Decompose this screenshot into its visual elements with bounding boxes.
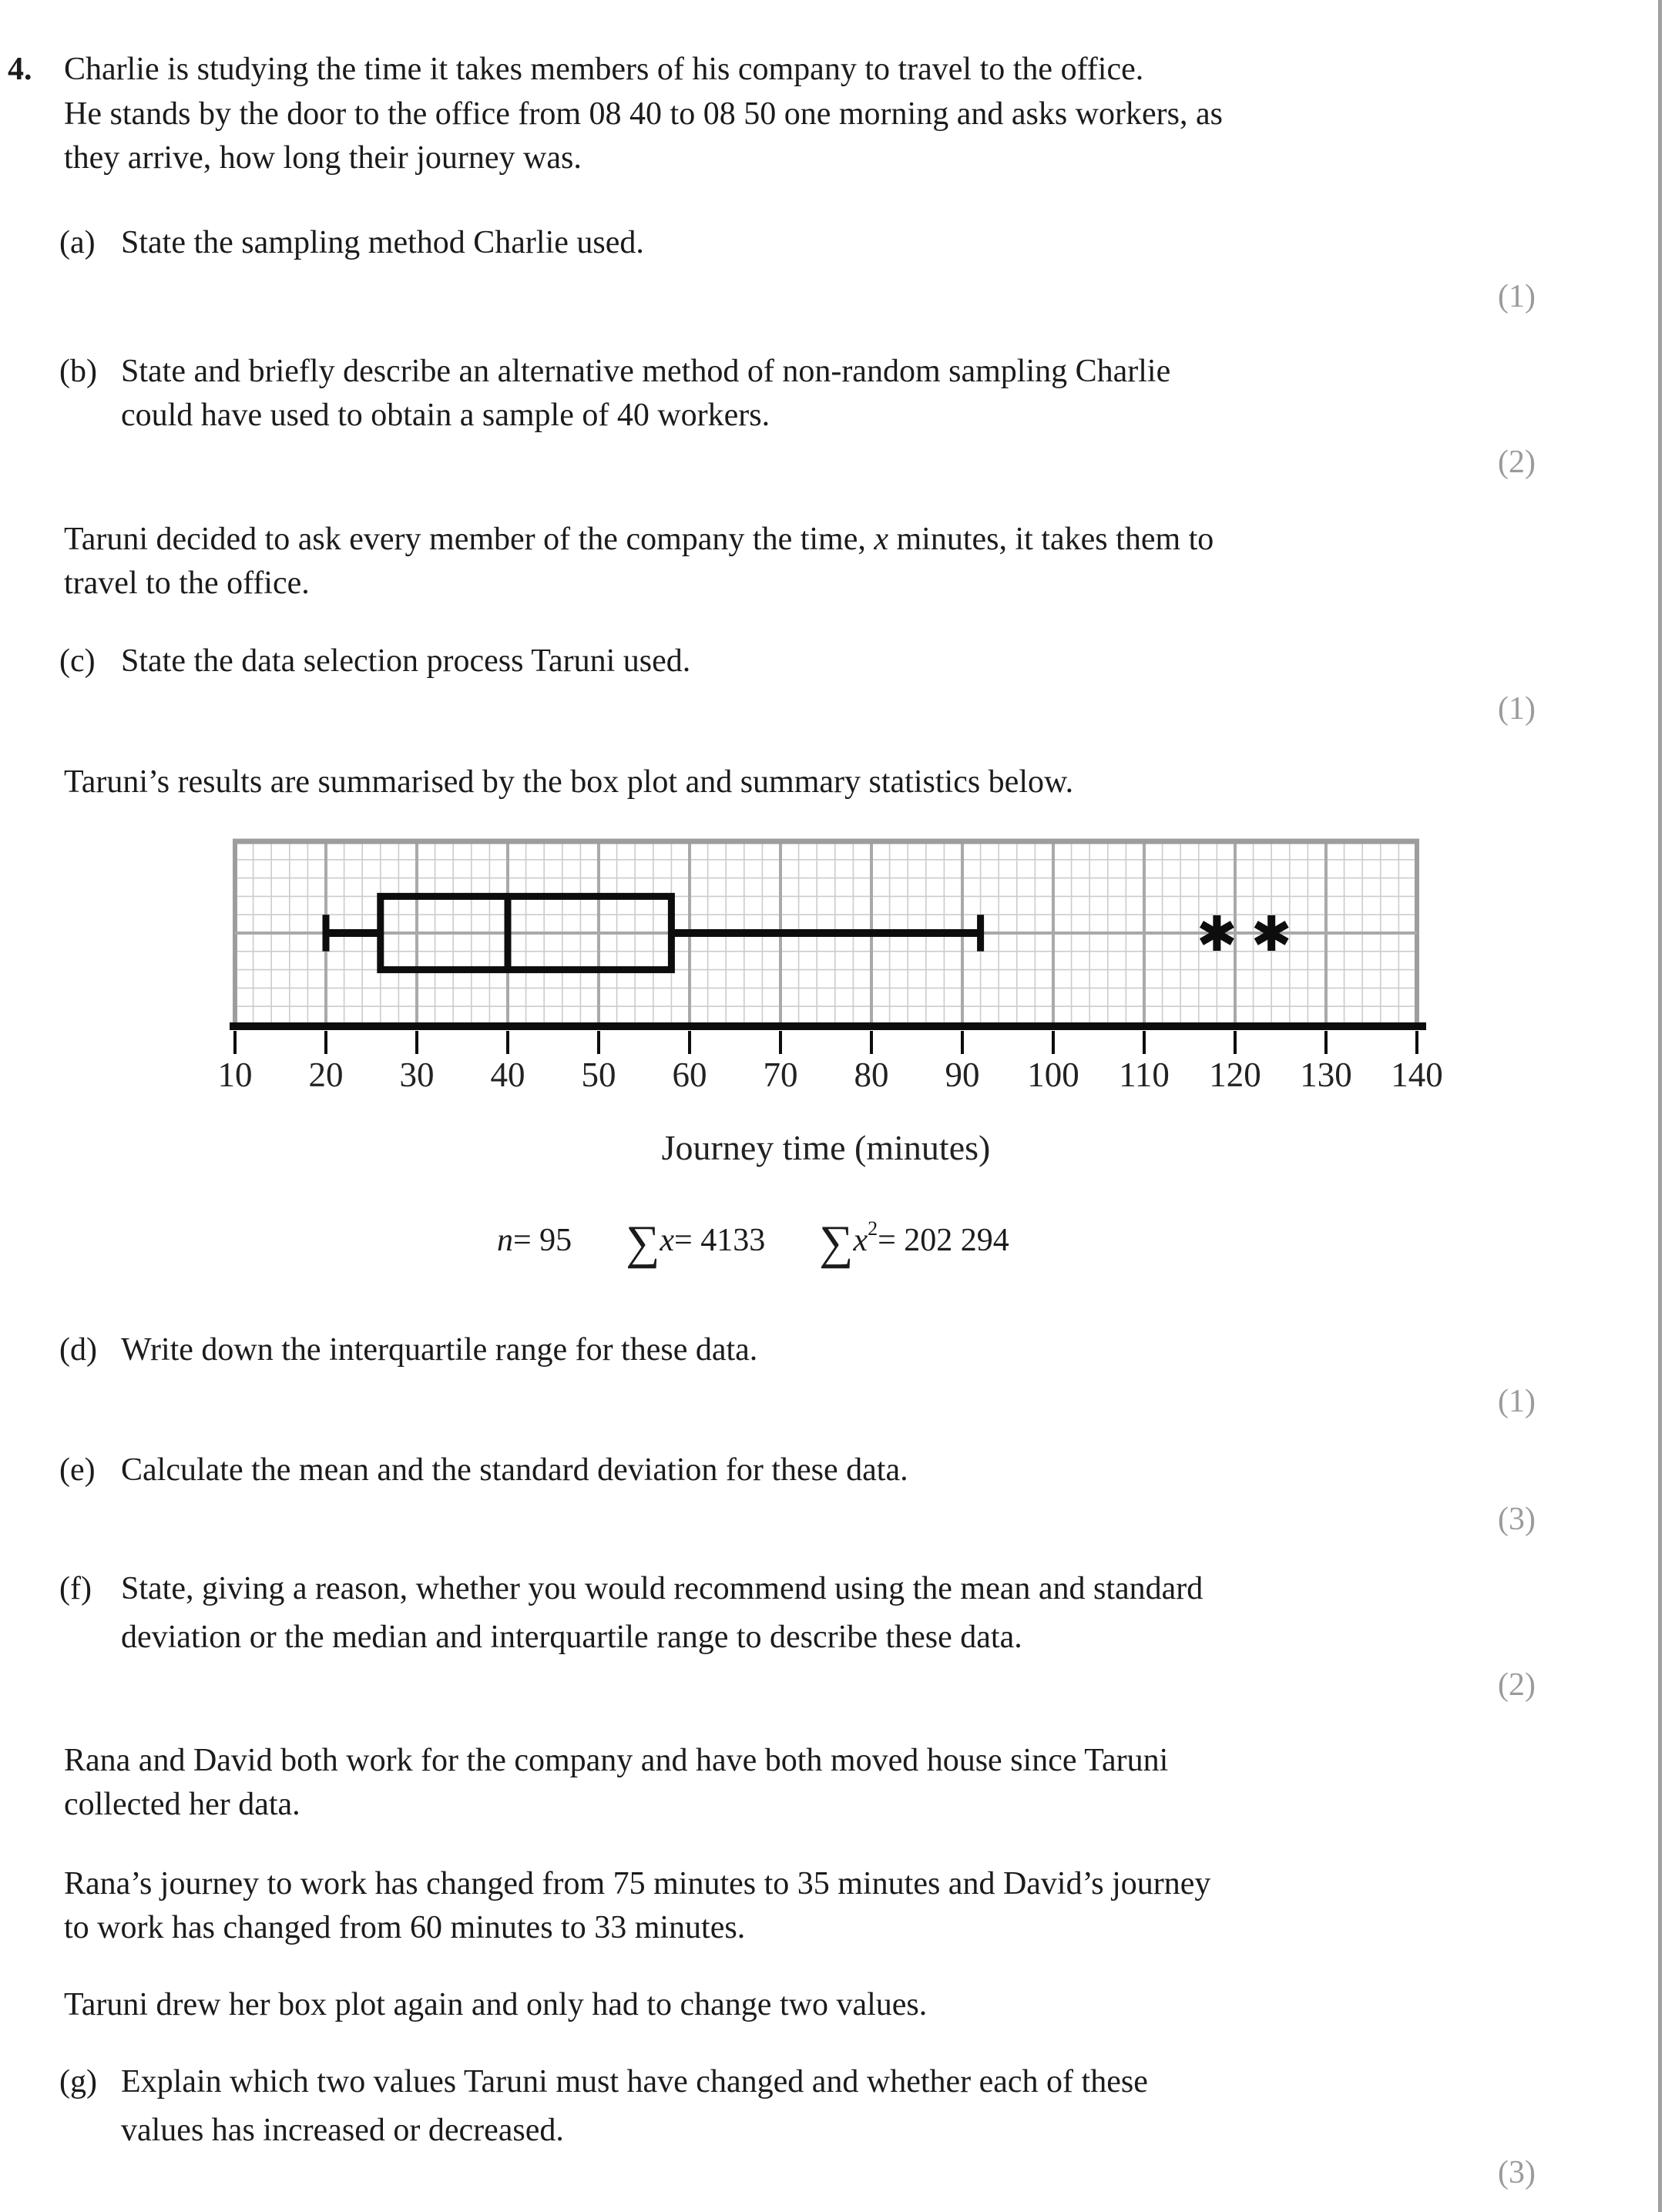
x-axis-tick-label: 20	[308, 1056, 344, 1094]
x-variable: x	[874, 522, 889, 557]
part-a-marks: (1)	[1498, 279, 1536, 314]
part-c-label: (c)	[59, 643, 96, 679]
x-axis-tick-label: 100	[1027, 1056, 1079, 1094]
part-d-label: (d)	[59, 1332, 97, 1368]
x-axis-tick-label: 50	[581, 1056, 616, 1094]
intro-line-1: Charlie is studying the time it takes members of his company to travel to the office.	[64, 52, 1144, 87]
x-axis-tick-label: 80	[854, 1056, 889, 1094]
question-number: 4.	[8, 52, 32, 87]
x-axis-tick-label: 10	[217, 1056, 253, 1094]
journey-change-line-2: to work has changed from 60 minutes to 33 minutes.	[64, 1910, 746, 1945]
boxplot-svg	[193, 836, 1464, 1198]
n-symbol: n	[497, 1223, 513, 1258]
part-f-text-1: State, giving a reason, whether you would recommend using the mean and standard	[121, 1571, 1203, 1606]
taruni-paragraph-line-1	[64, 520, 1214, 559]
part-g-text-1: Explain which two values Taruni must have changed and whether each of these	[121, 2064, 1148, 2100]
intro-line-2: He stands by the door to the office from 08 40 to 08 50 one morning and asks workers, as	[64, 96, 1223, 132]
part-c-marks: (1)	[1498, 691, 1536, 727]
part-f-text-2: deviation or the median and interquartile range to describe these data.	[121, 1620, 1022, 1655]
stat-sum-x: ∑ x = 4133	[626, 1217, 766, 1269]
sum-x-squared-value: = 202 294	[878, 1223, 1009, 1258]
page-edge-line	[1658, 0, 1662, 2212]
x-symbol: x	[660, 1223, 675, 1258]
part-f-label: (f)	[59, 1571, 92, 1606]
intro-line-3: they arrive, how long their journey was.	[64, 140, 582, 176]
summary-statistics	[497, 1202, 1009, 1279]
x-axis-tick-label: 130	[1300, 1056, 1352, 1094]
n-value: = 95	[513, 1223, 572, 1258]
part-d-text: Write down the interquartile range for these data.	[121, 1332, 758, 1368]
x-axis-tick-label: 90	[945, 1056, 980, 1094]
stat-sum-x-squared: ∑ x 2 = 202 294	[819, 1217, 1009, 1269]
x-symbol: x	[853, 1223, 868, 1258]
part-b-label: (b)	[59, 354, 97, 389]
stat-n	[497, 1222, 572, 1259]
taruni-redrew-line: Taruni drew her box plot again and only had to change two values.	[64, 1987, 928, 2022]
x-axis-title: Journey time (minutes)	[661, 1128, 991, 1167]
x-axis-tick-label: 70	[763, 1056, 798, 1094]
x-axis-tick-label: 30	[399, 1056, 435, 1094]
part-c-text: State the data selection process Taruni used.	[121, 643, 691, 679]
part-g-text-2: values has increased or decreased.	[121, 2113, 564, 2148]
squared-superscript: 2	[868, 1217, 878, 1240]
part-e-label: (e)	[59, 1452, 96, 1488]
results-sentence: Taruni’s results are summarised by the box plot and summary statistics below.	[64, 764, 1074, 800]
part-e-marks: (3)	[1498, 1502, 1536, 1537]
x-axis-tick-label: 140	[1391, 1056, 1443, 1094]
part-b-text-1: State and briefly describe an alternative method of non-random sampling Charlie	[121, 354, 1171, 389]
taruni-text-post: minutes, it takes them to	[888, 522, 1214, 557]
rana-david-line-2: collected her data.	[64, 1787, 300, 1822]
part-g-label: (g)	[59, 2064, 97, 2100]
part-a-text: State the sampling method Charlie used.	[121, 225, 644, 260]
x-axis-tick-label: 40	[490, 1056, 525, 1094]
sum-x-value: = 4133	[674, 1223, 766, 1258]
x-axis-tick-label: 110	[1119, 1056, 1170, 1094]
part-g-marks: (3)	[1498, 2155, 1536, 2190]
x-axis-tick-label: 120	[1209, 1056, 1261, 1094]
taruni-paragraph-line-2: travel to the office.	[64, 566, 310, 601]
part-e-text: Calculate the mean and the standard deviation for these data.	[121, 1452, 908, 1488]
taruni-text-pre: Taruni decided to ask every member of the company the time,	[64, 522, 874, 557]
part-b-marks: (2)	[1498, 445, 1536, 480]
x-axis-tick-label: 60	[672, 1056, 707, 1094]
boxplot-figure	[193, 836, 1464, 1198]
rana-david-line-1: Rana and David both work for the company and have both moved house since Taruni	[64, 1743, 1169, 1778]
part-d-marks: (1)	[1498, 1384, 1536, 1419]
part-f-marks: (2)	[1498, 1667, 1536, 1703]
part-a-label: (a)	[59, 225, 96, 260]
part-b-text-2: could have used to obtain a sample of 40 workers.	[121, 398, 770, 433]
journey-change-line-1: Rana’s journey to work has changed from 75 minutes to 35 minutes and David’s journey	[64, 1866, 1211, 1902]
